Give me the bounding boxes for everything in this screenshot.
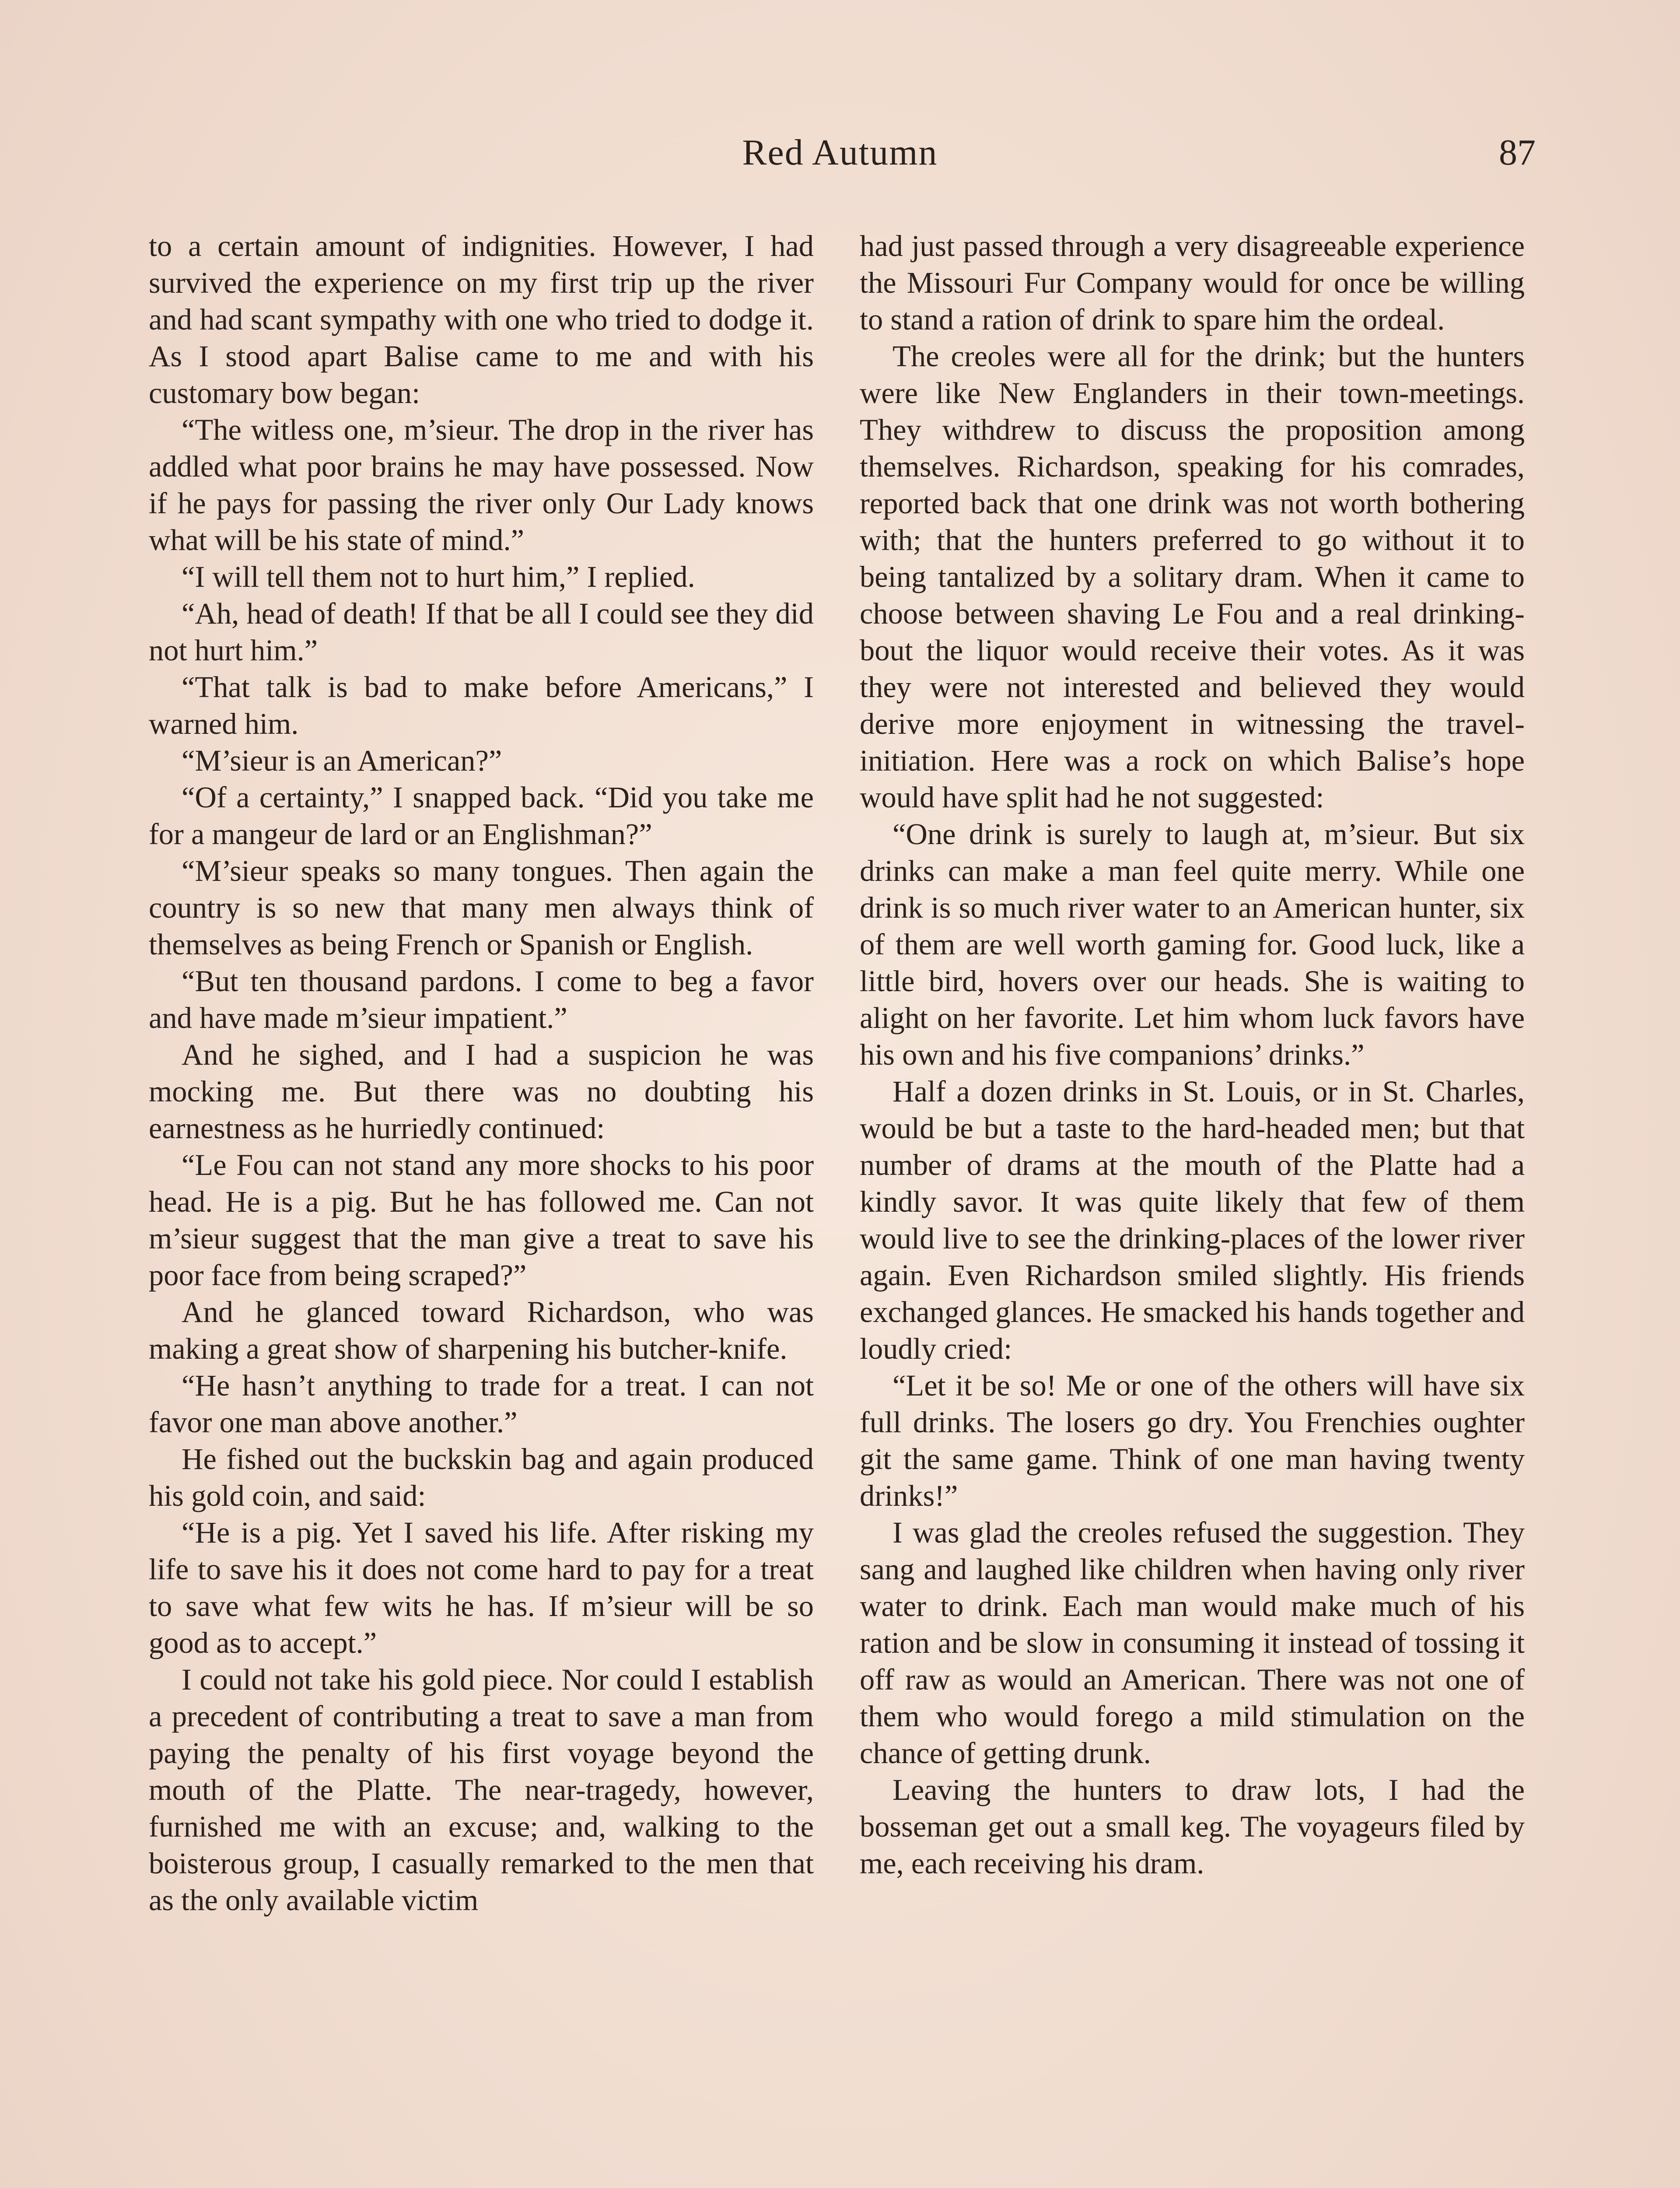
paragraph: “But ten thousand pardons. I come to beg a favor and have made m’sieur impatient.” — [149, 964, 814, 1034]
paragraph: “Le Fou can not stand any more shocks to his poor head. He is a pig. But he has followed me. Can not m’sieur suggest that the man give a treat to save his poor face from being scraped?” — [149, 1148, 814, 1292]
paragraph: “M’sieur is an American?” — [182, 744, 502, 777]
paragraph: “I will tell them not to hurt him,” I replied. — [182, 560, 695, 593]
paragraph: And he glanced toward Richardson, who was making a great show of sharpening his butcher-knife. — [149, 1295, 814, 1365]
paragraph: And he sighed, and I had a suspicion he was mocking me. But there was no doubting his earnestness as he hurriedly continued: — [149, 1038, 814, 1145]
running-head: Red Autumn — [742, 132, 938, 173]
paragraph: Leaving the hunters to draw lots, I had the bosseman get out a small keg. The voyageurs filed by me, each receiving his dram. — [860, 1773, 1525, 1880]
paragraph: “M’sieur speaks so many tongues. Then again the country is so new that many men always think of themselves as being French or Spanish or English. — [149, 854, 814, 961]
paragraph: I was glad the creoles refused the suggestion. They sang and laughed like children when having only river water to drink. Each man would make much of his ration and be slow in consuming it instead of tossing it off raw as would an American. There was not one of them who would forego a mild stimulation on the chance of getting drunk. — [860, 1516, 1525, 1770]
paragraph: “The witless one, m’sieur. The drop in the river has addled what poor brains he may have possessed. Now if he pays for passing the river only Our Lady knows what will be his state of mind.” — [149, 413, 814, 557]
paragraph: The creoles were all for the drink; but the hunters were like New Englanders in their town-meetings. They withdrew to discuss the proposition among themselves. Richardson, speaking for his comrades, reported back that one drink was not worth bothering with; that the hunters preferred to go without it to being tantalized by a solitary dram. When it came to choose between shaving Le Fou and a real drinking-bout the liquor would receive their votes. As it was they were not interested and believed they would derive more enjoyment in witnessing the travel-initiation. Here was a rock on which Balise’s hope would have split had he not suggested: — [860, 340, 1525, 814]
page-header — [144, 131, 1536, 184]
paragraph: “Ah, head of death! If that be all I could see they did not hurt him.” — [149, 597, 814, 667]
page-number: 87 — [1499, 132, 1536, 173]
paragraph: I could not take his gold piece. Nor could I establish a precedent of contributing a treat to save a man from paying the penalty of his first voyage beyond the mouth of the Platte. The near-tragedy, however, furnished me with an excuse; and, walking to the boisterous group, I casually remarked to the men that as the only available victim — [149, 1663, 814, 1917]
paragraph: had just passed through a very disagreeable experience the Missouri Fur Company would for once be willing to stand a ration of drink to spare him the ordeal. — [860, 229, 1525, 336]
paragraph: “One drink is surely to laugh at, m’sieur. But six drinks can make a man feel quite merry. While one drink is so much river water to an American hunter, six of them are well worth gaming for. Good luck, like a little bird, hovers over our heads. She is waiting to alight on her favorite. Let him whom luck favors have his own and his five companions’ drinks.” — [860, 817, 1525, 1071]
paragraph: “Of a certainty,” I snapped back. “Did you take me for a mangeur de lard or an Englishman?” — [149, 781, 814, 851]
paragraph: “He hasn’t anything to trade for a treat. I can not favor one man above another.” — [149, 1369, 814, 1439]
left-column — [149, 228, 814, 1918]
paragraph: Half a dozen drinks in St. Louis, or in St. Charles, would be but a taste to the hard-headed men; but that number of drams at the mouth of the Platte had a kindly savor. It was quite likely that few of them would live to see the drinking-places of the lower river again. Even Richardson smiled slightly. His friends exchanged glances. He smacked his hands together and loudly cried: — [860, 1075, 1525, 1365]
paragraph: “That talk is bad to make before Americans,” I warned him. — [149, 670, 814, 740]
right-column — [860, 228, 1525, 1882]
paragraph: “Let it be so! Me or one of the others will have six full drinks. The losers go dry. You Frenchies oughter git the same game. Think of one man having twenty drinks!” — [860, 1369, 1525, 1512]
paragraph: He fished out the buckskin bag and again produced his gold coin, and said: — [149, 1442, 814, 1512]
paragraph: to a certain amount of indignities. However, I had survived the experience on my first trip up the river and had scant sympathy with one who tried to dodge it. As I stood apart Balise came to me and with his customary bow began: — [149, 229, 814, 410]
paragraph: “He is a pig. Yet I saved his life. After risking my life to save his it does not come hard to pay for a treat to save what few wits he has. If m’sieur will be so good as to accept.” — [149, 1516, 814, 1659]
